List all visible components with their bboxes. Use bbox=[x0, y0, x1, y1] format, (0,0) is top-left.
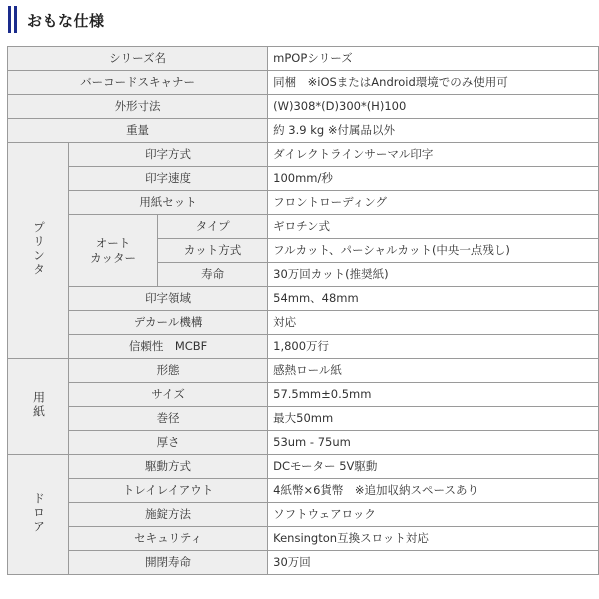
subgroup-label-line1: オート bbox=[95, 236, 131, 251]
spec-label: 施錠方法 bbox=[69, 503, 268, 527]
spec-label: セキュリティ bbox=[69, 527, 268, 551]
spec-value: 100mm/秒 bbox=[268, 167, 599, 191]
spec-label: 信頼性 MCBF bbox=[69, 335, 268, 359]
group-label: 用紙 bbox=[31, 390, 46, 419]
spec-value: 感熱ロール紙 bbox=[268, 359, 599, 383]
header-accent-bar bbox=[14, 6, 17, 33]
spec-row bbox=[8, 407, 599, 431]
spec-label: 厚さ bbox=[69, 431, 268, 455]
spec-row bbox=[8, 167, 599, 191]
spec-label: サイズ bbox=[69, 383, 268, 407]
spec-row bbox=[8, 335, 599, 359]
spec-row bbox=[8, 215, 599, 239]
spec-value: 53um - 75um bbox=[268, 431, 599, 455]
subgroup-label-line2: カッター bbox=[90, 250, 136, 265]
spec-value: ダイレクトラインサーマル印字 bbox=[268, 143, 599, 167]
spec-value: ソフトウェアロック bbox=[268, 503, 599, 527]
spec-row bbox=[8, 119, 599, 143]
spec-table bbox=[7, 46, 599, 575]
spec-label: 形態 bbox=[69, 359, 268, 383]
spec-value: 57.5mm±0.5mm bbox=[268, 383, 599, 407]
section-header bbox=[7, 6, 593, 35]
spec-label: 駆動方式 bbox=[69, 455, 268, 479]
spec-row bbox=[8, 71, 599, 95]
spec-row bbox=[8, 143, 599, 167]
spec-label: カット方式 bbox=[158, 239, 268, 263]
spec-row bbox=[8, 479, 599, 503]
spec-value: フルカット、パーシャルカット(中央一点残し) bbox=[268, 239, 599, 263]
spec-row bbox=[8, 527, 599, 551]
spec-label: 外形寸法 bbox=[8, 95, 268, 119]
spec-label: タイプ bbox=[158, 215, 268, 239]
spec-value: 54mm、48mm bbox=[268, 287, 599, 311]
spec-label: 重量 bbox=[8, 119, 268, 143]
spec-row bbox=[8, 503, 599, 527]
spec-label: デカール機構 bbox=[69, 311, 268, 335]
subgroup-autocutter bbox=[69, 215, 158, 287]
spec-label: シリーズ名 bbox=[8, 47, 268, 71]
spec-value: 4紙幣×6貨幣 ※追加収納スペースあり bbox=[268, 479, 599, 503]
spec-label: 印字速度 bbox=[69, 167, 268, 191]
spec-value: ギロチン式 bbox=[268, 215, 599, 239]
spec-value: 対応 bbox=[268, 311, 599, 335]
spec-value: Kensington互換スロット対応 bbox=[268, 527, 599, 551]
spec-row bbox=[8, 47, 599, 71]
spec-label: 印字方式 bbox=[69, 143, 268, 167]
spec-row bbox=[8, 383, 599, 407]
group-printer bbox=[8, 143, 69, 359]
spec-label: 印字領域 bbox=[69, 287, 268, 311]
spec-value: 約 3.9 kg ※付属品以外 bbox=[268, 119, 599, 143]
spec-row bbox=[8, 359, 599, 383]
spec-row bbox=[8, 311, 599, 335]
spec-label: トレイレイアウト bbox=[69, 479, 268, 503]
group-drawer bbox=[8, 455, 69, 575]
spec-row bbox=[8, 95, 599, 119]
spec-value: 30万回カット(推奨紙) bbox=[268, 263, 599, 287]
section-title: おもな仕様 bbox=[27, 12, 105, 30]
spec-value: 同梱 ※iOSまたはAndroid環境でのみ使用可 bbox=[268, 71, 599, 95]
spec-value: フロントローディング bbox=[268, 191, 599, 215]
spec-label: バーコードスキャナー bbox=[8, 71, 268, 95]
spec-value: 1,800万行 bbox=[268, 335, 599, 359]
spec-row bbox=[8, 287, 599, 311]
spec-label: 開閉寿命 bbox=[69, 551, 268, 575]
spec-label: 用紙セット bbox=[69, 191, 268, 215]
spec-value: 30万回 bbox=[268, 551, 599, 575]
group-label: ドロア bbox=[31, 491, 46, 534]
header-accent-bar bbox=[8, 6, 11, 33]
spec-value: (W)308*(D)300*(H)100 bbox=[268, 95, 599, 119]
spec-label: 巻径 bbox=[69, 407, 268, 431]
spec-value: 最大50mm bbox=[268, 407, 599, 431]
spec-row bbox=[8, 455, 599, 479]
group-paper bbox=[8, 359, 69, 455]
spec-row bbox=[8, 551, 599, 575]
spec-row bbox=[8, 431, 599, 455]
spec-row bbox=[8, 191, 599, 215]
group-label: プリンタ bbox=[31, 220, 46, 277]
spec-label: 寿命 bbox=[158, 263, 268, 287]
spec-value: DCモーター 5V駆動 bbox=[268, 455, 599, 479]
spec-value: mPOPシリーズ bbox=[268, 47, 599, 71]
